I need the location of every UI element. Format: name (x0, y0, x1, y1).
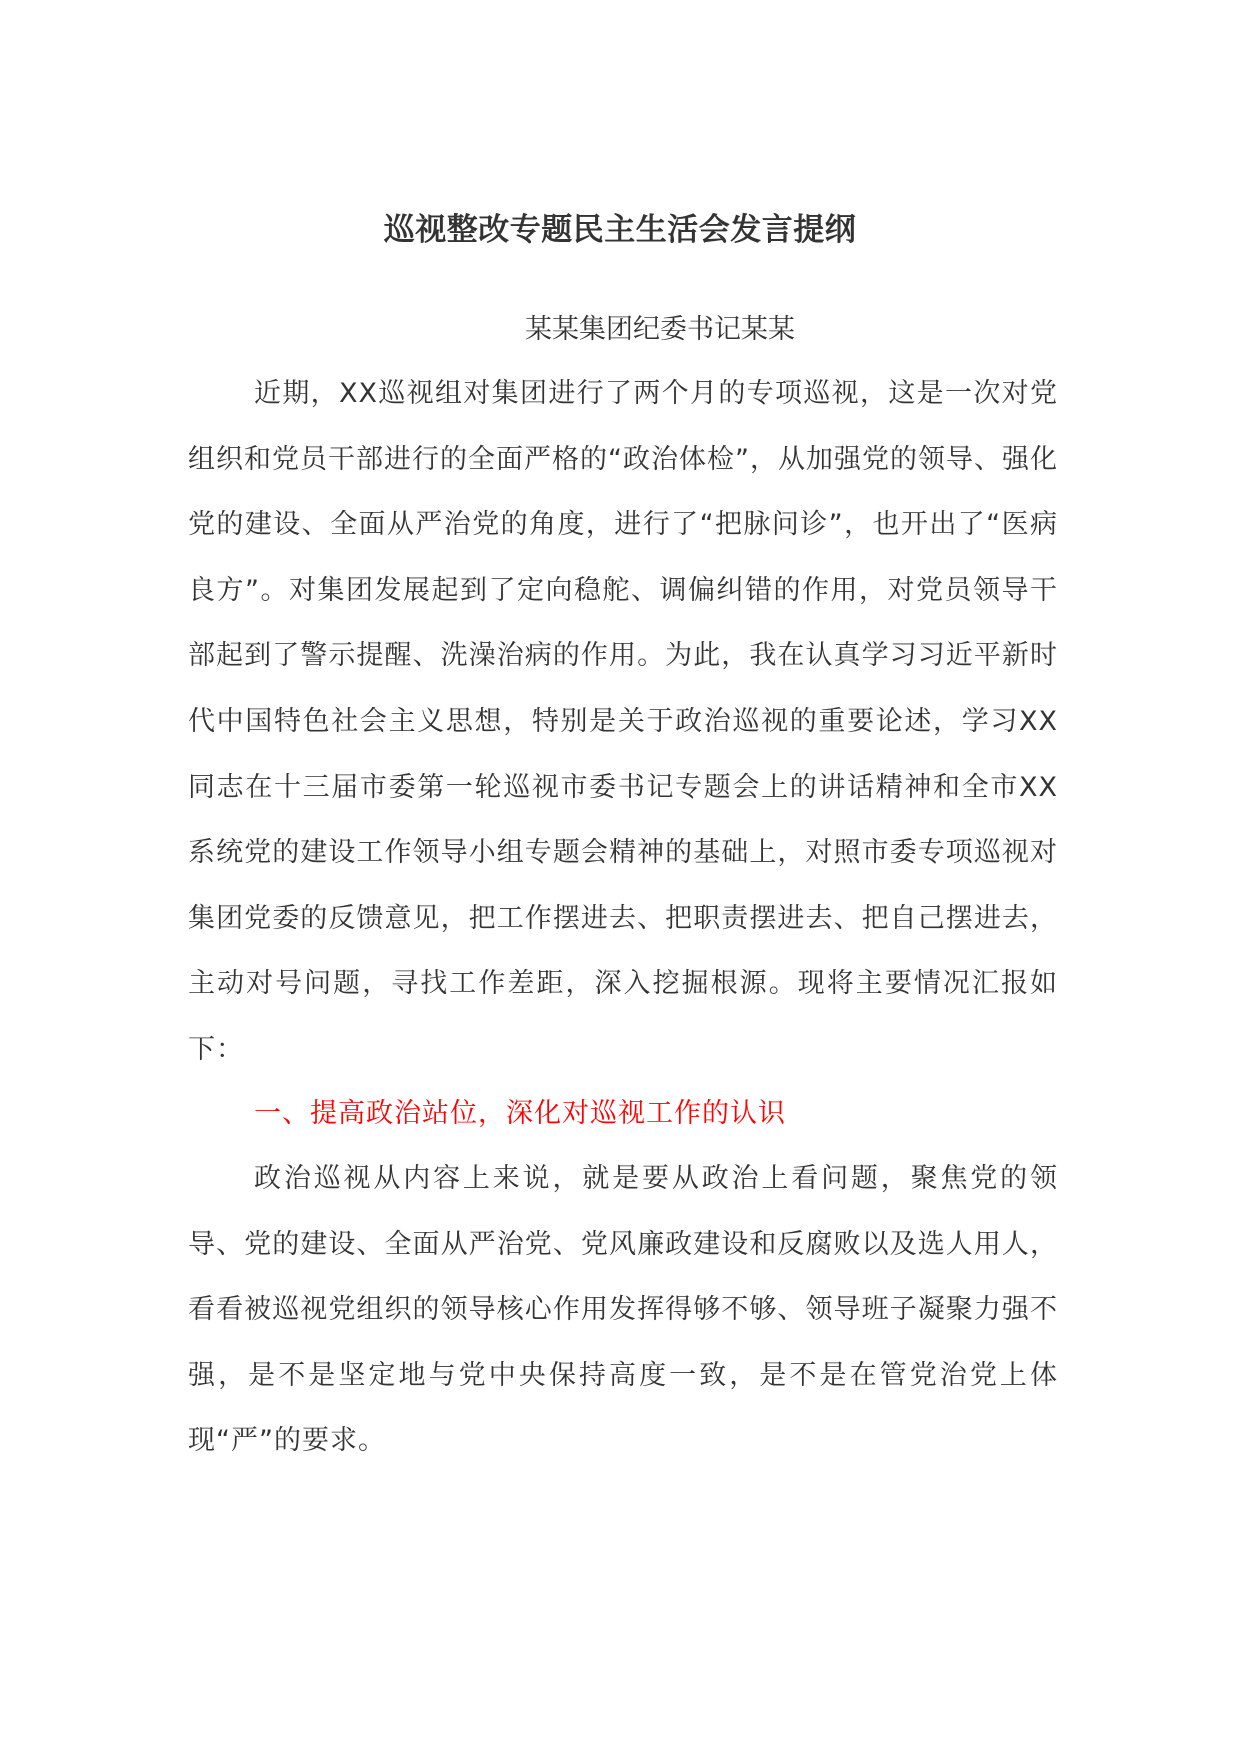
document-author: 某某集团纪委书记某某 (525, 314, 795, 345)
intro-paragraph: 近期，XX巡视组对集团进行了两个月的专项巡视，这是一次对党组织和党员干部进行的全面严格的“政治体检”，从加强党的领导、强化党的建设、全面从严治党的角度，进行了“把脉问诊”，也开出了“医病良方”。对集团发展起到了定向稳舵、调偏纠错的作用，对党员领导干部起到了警示提醒、洗澡治病的作用。为此，我在认真学习习近平新时代中国特色社会主义思想，特别是关于政治巡视的重要论述，学习XX同志在十三届市委第一轮巡视市委书记专题会上的讲话精神和全市XX系统党的建设工作领导小组专题会精神的基础上，对照市委专项巡视对集团党委的反馈意见，把工作摆进去、把职责摆进去、把自己摆进去，主动对号问题，寻找工作差距，深入挖掘根源。现将主要情况汇报如下： (188, 378, 1058, 1065)
document-title: 巡视整改专题民主生活会发言提纲 (383, 212, 857, 248)
section-paragraph: 政治巡视从内容上来说，就是要从政治上看问题，聚焦党的领导、党的建设、全面从严治党、党风廉政建设和反腐败以及选人用人，看看被巡视党组织的领导核心作用发挥得够不够、领导班子凝聚力强不强，是不是坚定地与党中央保持高度一致，是不是在管党治党上体现“严”的要求。 (188, 1163, 1058, 1457)
section-heading: 一、提高政治站位，深化对巡视工作的认识 (254, 1098, 786, 1129)
